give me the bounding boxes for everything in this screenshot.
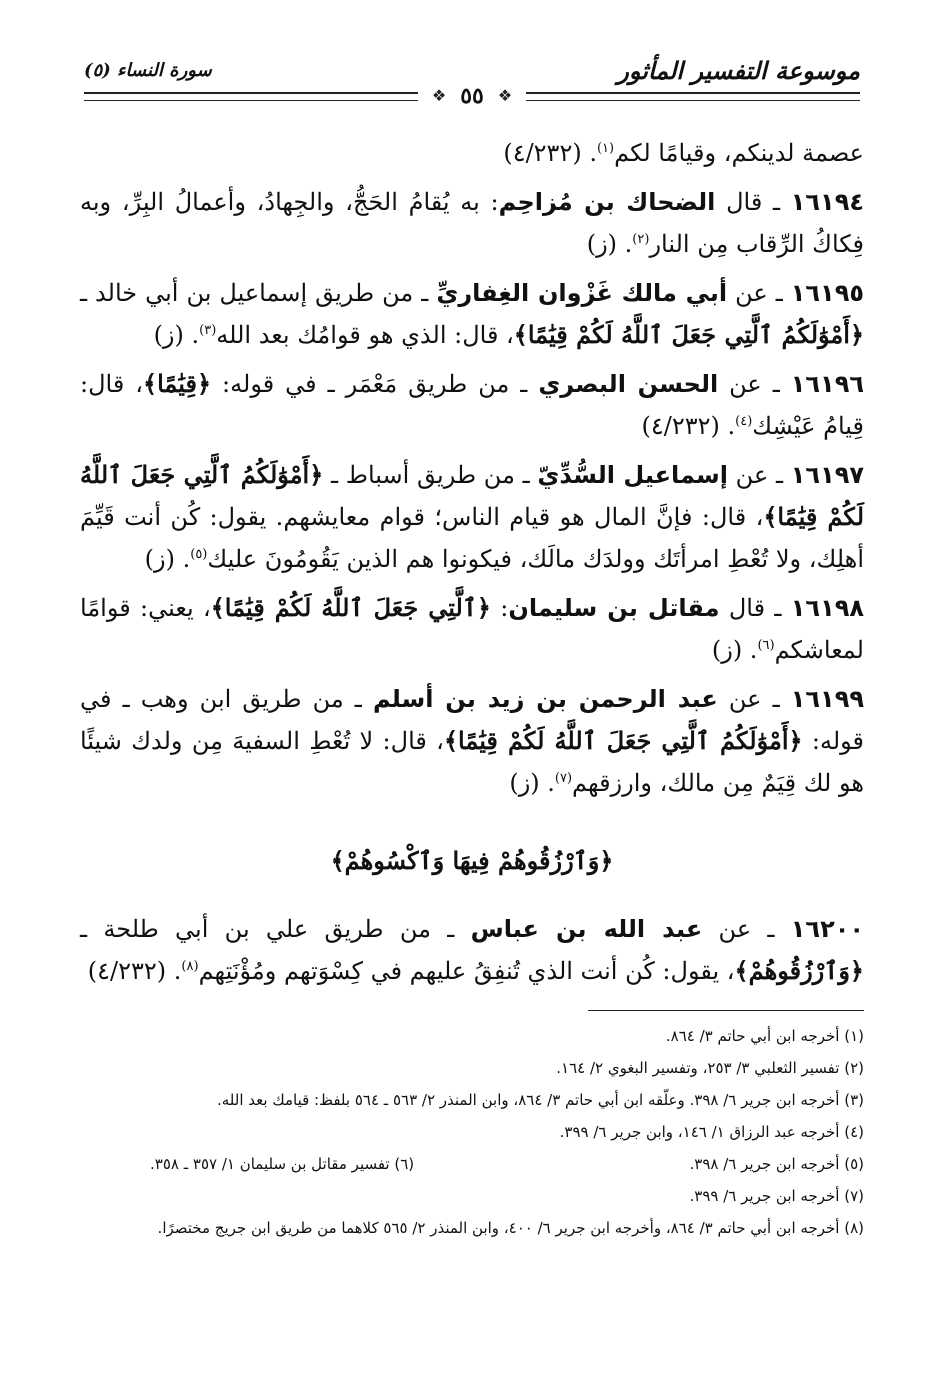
narrator-name: الحسن البصري bbox=[538, 370, 719, 398]
narration-16197 bbox=[80, 454, 864, 580]
footnote-ref: (١) bbox=[596, 141, 615, 156]
narration-number: ١٦١٩٨ bbox=[790, 594, 865, 622]
narration-16200 bbox=[80, 908, 864, 992]
page-header bbox=[84, 50, 860, 109]
narrator-name: أبي مالك غَزْوان الغِفاريِّ bbox=[436, 279, 728, 307]
narration-number: ١٦٢٠٠ bbox=[790, 915, 865, 943]
book-title: موسوعة التفسير المأثور bbox=[617, 56, 860, 85]
paragraph-text: عصمة لدينكم، وقيامًا لكم bbox=[614, 139, 864, 167]
narration-chain: ـ من طريق إسماعيل بن أبي خالد ـ bbox=[80, 279, 437, 307]
footnote-ref: (٢) bbox=[632, 232, 650, 247]
narration-text: ، يقول: كُن أنت الذي تُنفِقُ عليهم في كِسْوَتهم ومُؤْنَتِهم bbox=[198, 957, 735, 985]
header-line-left bbox=[84, 92, 418, 101]
narration-connector: ـ قال bbox=[715, 188, 791, 216]
narration-16194 bbox=[80, 181, 864, 265]
footnote-ref: (٤) bbox=[735, 414, 753, 429]
narration-chain: ـ من طريق أسباط ـ bbox=[323, 461, 538, 489]
narration-connector: ـ عن bbox=[718, 370, 791, 398]
narration-16196 bbox=[80, 363, 864, 447]
footnote-1: (١) أخرجه ابن أبي حاتم ٣/ ٨٦٤. bbox=[665, 1027, 864, 1045]
narration-connector: ـ عن bbox=[702, 915, 791, 943]
narration-chain: : bbox=[490, 594, 509, 622]
narration-text: : به يُقامُ الحَجُّ، والجِهادُ، وأعمالُ البِرِّ، وبه فِكاكُ الرِّقاب مِن النار bbox=[80, 188, 864, 258]
footnote-ref: (٥) bbox=[190, 547, 208, 562]
narration-connector: ـ قال bbox=[719, 594, 791, 622]
paragraph-continuation bbox=[80, 132, 864, 174]
narrator-name: عبد الله بن عباس bbox=[470, 915, 703, 943]
narration-text: ، قال: فإنَّ المال هو قيام الناس؛ قوام معايشهم. يقول: كُن أنت قَيِّمَ أهلِك، ولا تُعْطِ امرأتَك وولدَك مالَك، فيكونوا هم الذين يَقُومُونَ عليك bbox=[80, 503, 864, 573]
page-number: ٥٥ bbox=[460, 83, 484, 109]
footnotes bbox=[80, 1020, 864, 1244]
header-line-right bbox=[526, 92, 860, 101]
narration-text: ، يعني: قوامًا لمعاشكم bbox=[80, 594, 864, 664]
narration-chain: ـ من طريق مَعْمَر ـ في قوله: bbox=[211, 370, 539, 398]
narrator-name: مقاتل بن سليمان bbox=[508, 594, 720, 622]
ornament-icon: ❖ bbox=[497, 86, 513, 105]
source-tag: . (ز) bbox=[509, 769, 555, 797]
quran-quote: ﴿ٱلَّتِي جَعَلَ ٱللَّهُ لَكُمْ قِيَٰمًا﴾ bbox=[210, 593, 491, 622]
narration-connector: ـ عن bbox=[727, 461, 791, 489]
quran-quote: ﴿قِيَٰمًا﴾ bbox=[143, 369, 212, 398]
verse-heading: ﴿وَٱرْزُقُوهُمْ فِيهَا وَٱكْسُوهُمْ﴾ bbox=[330, 846, 614, 875]
narration-connector: ـ عن bbox=[727, 279, 791, 307]
header-rule bbox=[84, 84, 860, 108]
quran-quote: ﴿وَٱرْزُقُوهُمْ﴾ bbox=[734, 956, 864, 985]
ornament-icon: ❖ bbox=[431, 86, 447, 105]
footnote-4: (٤) أخرجه عبد الرزاق ١/ ١٤٦، وابن جرير ٦/ ٣٩٩. bbox=[559, 1123, 864, 1141]
narration-connector: ـ عن bbox=[717, 685, 791, 713]
footnote-ref: (٨) bbox=[181, 959, 199, 974]
surah-title: سورة النساء (٥) bbox=[84, 60, 212, 81]
quran-quote: ﴿أَمْوَٰلَكُمُ ٱلَّتِي جَعَلَ ٱللَّهُ لَكُمْ قِيَٰمًا﴾ bbox=[443, 726, 803, 755]
narration-16195 bbox=[80, 272, 864, 356]
narration-number: ١٦١٩٦ bbox=[790, 370, 864, 398]
footnote-3: (٣) أخرجه ابن جرير ٦/ ٣٩٨. وعلّقه ابن أبي حاتم ٣/ ٨٦٤، وابن المنذر ٢/ ٥٦٣ ـ ٥٦٤ بلفظ: قيامك بعد الله. bbox=[217, 1091, 864, 1109]
footnote-row-5-6 bbox=[80, 1148, 864, 1180]
footnote-5: (٥) أخرجه ابن جرير ٦/ ٣٩٨. bbox=[689, 1155, 864, 1173]
narration-16199 bbox=[80, 678, 864, 804]
footnote-8: (٨) أخرجه ابن أبي حاتم ٣/ ٨٦٤، وأخرجه ابن جرير ٦/ ٤٠٠، وابن المنذر ٢/ ٥٦٥ كلاهما من طريق ابن جريج مختصرًا. bbox=[157, 1219, 864, 1237]
narration-16198 bbox=[80, 587, 864, 671]
footnote-ref: (٧) bbox=[554, 771, 573, 786]
quran-quote: ﴿أَمْوَٰلَكُمُ ٱلَّتِي جَعَلَ ٱللَّهُ لَكُمْ قِيَٰمًا﴾ bbox=[513, 320, 864, 349]
footnote-ref: (٦) bbox=[757, 638, 775, 653]
narration-chain: ـ من طريق ابن وهب ـ في قوله: bbox=[80, 685, 865, 755]
narration-number: ١٦١٩٧ bbox=[790, 461, 865, 489]
source-tag: . (ز) bbox=[144, 545, 191, 573]
source-tag: . (٤/٢٣٢) bbox=[641, 412, 736, 440]
narration-number: ١٦١٩٤ bbox=[790, 188, 864, 216]
footnote-2: (٢) تفسير الثعلبي ٣/ ٢٥٣، وتفسير البغوي ٢/ ١٦٤. bbox=[556, 1059, 864, 1077]
source-tag: . (ز) bbox=[711, 636, 758, 664]
footnote-separator bbox=[588, 1010, 864, 1011]
source-tag: . (ز) bbox=[153, 321, 200, 349]
source-tag: . (٤/٢٣٢) bbox=[87, 957, 182, 985]
footnote-6: (٦) تفسير مقاتل بن سليمان ١/ ٣٥٧ ـ ٣٥٨. bbox=[150, 1155, 415, 1173]
footnote-7: (٧) أخرجه ابن جرير ٦/ ٣٩٩. bbox=[689, 1187, 864, 1205]
narrator-name: عبد الرحمن بن زيد بن أسلم bbox=[372, 685, 718, 713]
narrator-name: إسماعيل السُّدِّيّ bbox=[537, 461, 728, 489]
narration-text: ، قال: الذي هو قوامُك بعد الله bbox=[216, 321, 514, 349]
footnote-ref: (٣) bbox=[199, 323, 217, 338]
source-tag: . (ز) bbox=[586, 230, 633, 258]
main-text bbox=[80, 132, 864, 999]
narration-number: ١٦١٩٥ bbox=[790, 279, 864, 307]
narrator-name: الضحاك بن مُزاحِم bbox=[498, 188, 716, 216]
quran-quote: ﴿أَمْوَٰلَكُمُ ٱلَّتِي جَعَلَ ٱللَّهُ لَكُمْ قِيَٰمًا﴾ bbox=[80, 460, 865, 531]
narration-text: ، قال: لا تُعْطِ السفيهَ مِن ولدك شيئًا هو لك قِيَمٌ مِن مالك، وارزقهم bbox=[80, 727, 864, 797]
narration-chain: ـ من طريق علي بن أبي طلحة ـ bbox=[80, 915, 471, 943]
source-tag: . (٤/٢٣٢) bbox=[503, 139, 597, 167]
narration-number: ١٦١٩٩ bbox=[790, 685, 864, 713]
narration-text: ، قال: قِيامُ عَيْشِك bbox=[80, 370, 864, 440]
